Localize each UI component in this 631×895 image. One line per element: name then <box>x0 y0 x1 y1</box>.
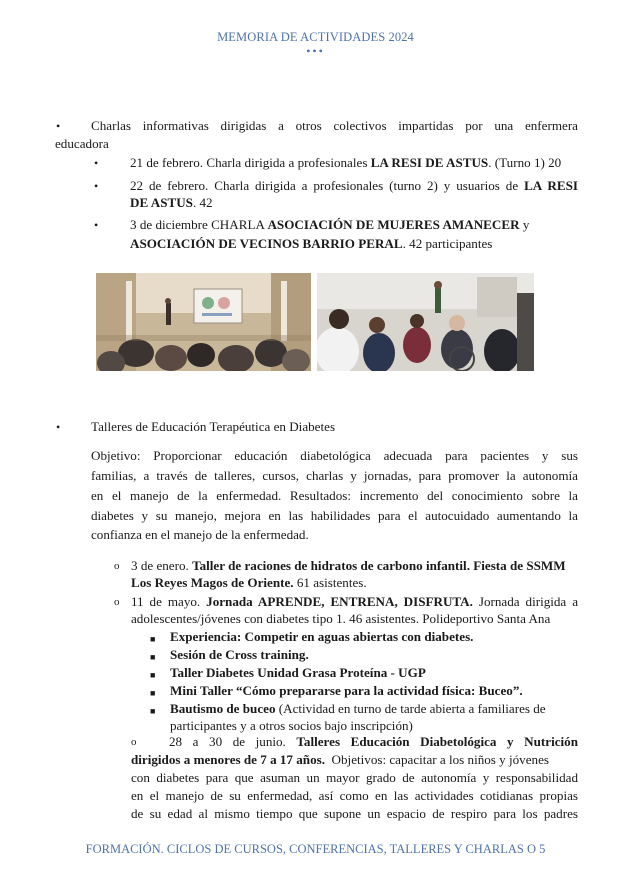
bullet-icon: • <box>94 156 99 170</box>
objective-line-4: diabetes y su manejo, mejora en las habilidades para el autocuidado aumentando la <box>91 508 578 523</box>
sub-item-1: Experiencia: Competir en aguas abiertas con diabetes. <box>170 629 474 644</box>
bullet-icon: • <box>56 119 61 133</box>
workshop-item-3-line-5: de su edad al mismo tiempo que supone un espacio de respiro para los padres <box>131 806 578 821</box>
page-header-title: MEMORIA DE ACTIVIDADES 2024 <box>217 30 414 44</box>
workshop-item-3: 28 a 30 de junio. Talleres Educación Diabetológica y Nutrición <box>169 734 578 749</box>
bullet-icon: • <box>56 420 61 434</box>
workshop-item-1: 3 de enero. Taller de raciones de hidratos de carbono infantil. Fiesta de SSMM <box>131 558 566 573</box>
photo-charla-room <box>96 273 311 371</box>
workshop-item-3-line-4: en el manejo de su enfermedad, así como en las actividades cotidianas propias <box>131 788 578 803</box>
square-bullet-icon: ■ <box>150 706 156 716</box>
square-bullet-icon: ■ <box>150 652 156 662</box>
section1-item-2: 22 de febrero. Charla dirigida a profesionales (turno 2) y usuarios de LA RESI <box>130 178 578 193</box>
circle-bullet-icon: o <box>131 736 137 748</box>
header-dots: ••• <box>306 44 325 58</box>
sub-item-5: Bautismo de buceo (Actividad en turno de tarde abierta a familiares de <box>170 701 546 716</box>
workshop-item-3-line-3: con diabetes para que asuman un mayor grado de autonomía y responsabilidad <box>131 770 578 785</box>
page-footer-title: FORMACIÓN. CICLOS DE CURSOS, CONFERENCIAS, TALLERES Y CHARLAS O 5 <box>85 842 546 856</box>
sub-item-4: Mini Taller “Cómo prepararse para la actividad física: Buceo”. <box>170 683 523 698</box>
objective-line-3: en el manejo de la enfermedad. Resultados: incremento del conocimiento sobre la <box>91 488 578 503</box>
objective-line-5: confianza en el manejo de la enfermedad. <box>91 527 309 542</box>
section1-item-3-cont: ASOCIACIÓN DE VECINOS BARRIO PERAL. 42 participantes <box>130 236 493 251</box>
section2-title: Talleres de Educación Terapéutica en Diabetes <box>91 419 336 434</box>
workshop-item-1-cont: Los Reyes Magos de Oriente. 61 asistentes. <box>131 575 367 590</box>
section1-item-1: 21 de febrero. Charla dirigida a profesionales LA RESI DE ASTUS. (Turno 1) 20 <box>130 155 562 170</box>
section1-title-cont: educadora <box>55 136 109 151</box>
sub-item-2: Sesión de Cross training. <box>170 647 309 662</box>
square-bullet-icon: ■ <box>150 670 156 680</box>
section1-item-3: 3 de diciembre CHARLA ASOCIACIÓN DE MUJERES AMANECER y <box>130 217 530 232</box>
circle-bullet-icon: o <box>114 596 120 608</box>
section1-item-2-cont: DE ASTUS. 42 <box>130 195 213 210</box>
objective-line-1: Objetivo: Proporcionar educación diabetológica adecuada para pacientes y sus <box>91 448 578 463</box>
circle-bullet-icon: o <box>114 560 120 572</box>
section1-title: Charlas informativas dirigidas a otros colectivos impartidas por una enfermera <box>91 118 578 133</box>
objective-line-2: familias, a través de talleres, cursos, charlas y jornadas, para promover la autonomía <box>91 468 578 483</box>
photo-charla-residence <box>317 273 534 371</box>
sub-item-5-cont: participantes y a otros socios bajo inscripción) <box>170 718 413 733</box>
workshop-item-2-cont: adolescentes/jóvenes con diabetes tipo 1. 46 asistentes. Polideportivo Santa Ana <box>131 611 551 626</box>
square-bullet-icon: ■ <box>150 688 156 698</box>
workshop-item-3-line-2: dirigidos a menores de 7 a 17 años. Objetivos: capacitar a los niños y jóvenes <box>131 752 549 767</box>
bullet-icon: • <box>94 218 99 232</box>
sub-item-3: Taller Diabetes Unidad Grasa Proteína - UGP <box>170 665 426 680</box>
bullet-icon: • <box>94 179 99 193</box>
square-bullet-icon: ■ <box>150 634 156 644</box>
workshop-item-2: 11 de mayo. Jornada APRENDE, ENTRENA, DISFRUTA. Jornada dirigida a <box>131 594 578 609</box>
